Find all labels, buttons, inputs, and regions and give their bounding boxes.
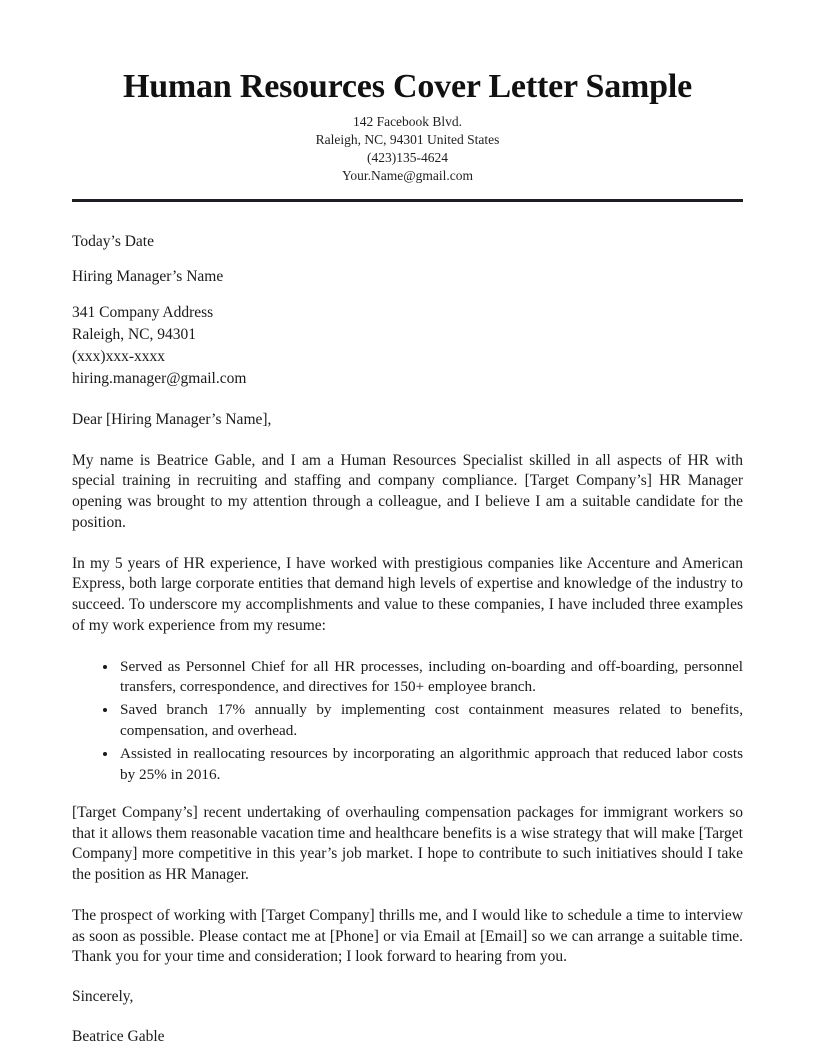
signature-name: Beatrice Gable: [72, 1028, 165, 1046]
page-title: Human Resources Cover Letter Sample: [122, 68, 693, 105]
list-item: Saved branch 17% annually by implementing cost containment measures related to benefits, compensation, and overhead.: [120, 700, 743, 741]
letterhead: [72, 0, 743, 185]
recipient-city-state-zip: Raleigh, NC, 94301: [72, 326, 196, 344]
recipient-email: hiring.manager@gmail.com: [72, 369, 247, 387]
salutation: Dear [Hiring Manager’s Name],: [72, 410, 272, 428]
recipient-street: 341 Company Address: [72, 304, 214, 322]
recipient-address-group: [72, 303, 743, 388]
recipient-block: [72, 232, 743, 389]
body-paragraph-2: In my 5 years of HR experience, I have worked with prestigious companies like Accenture and American Express, both large corporate entities that demand high levels of expertise and knowledge of the industry to succeed. To underscore my accomplishments and value to these companies, I have included three examples of my work experience from my resume:: [72, 554, 743, 634]
achievements-list: [72, 657, 743, 785]
body-paragraph-3: [Target Company’s] recent undertaking of overhauling compensation packages for immigrant workers so that it allows them reasonable vacation time and healthcare benefits is a wise strategy that will make [Target Company] more competitive in this year’s job market. I hope to contribute to such initiatives should I take the position as HR Manager.: [72, 803, 743, 884]
body-paragraph-1: My name is Beatrice Gable, and I am a Human Resources Specialist skilled in all aspects of HR with special training in recruiting and staffing and company compliance. [Target Company’s] HR Manager opening was brought to my attention through a colleague, and I believe I am a suitable candidate for the position.: [72, 451, 743, 531]
list-item: Served as Personnel Chief for all HR processes, including on-boarding and off-boarding, personnel transfers, correspondence, and directives for 150+ employee branch.: [120, 657, 743, 698]
list-item: Assisted in reallocating resources by incorporating an algorithmic approach that reduced labor costs by 25% in 2016.: [120, 744, 743, 785]
letter-date: Today’s Date: [72, 232, 154, 250]
recipient-name: Hiring Manager’s Name: [72, 268, 224, 286]
body-paragraph-4: The prospect of working with [Target Company] thrills me, and I would like to schedule a time to interview as soon as possible. Please contact me at [Phone] or via Email at [Email] so we can arrange a suitable time. Thank you for your time and consideration; I look forward to hearing from you.: [72, 906, 743, 966]
closing-salutation: Sincerely,: [72, 988, 134, 1006]
letterhead-city-state-zip: Raleigh, NC, 94301 United States: [315, 132, 500, 148]
letterhead-email: Your.Name@gmail.com: [341, 167, 474, 183]
letterhead-street: 142 Facebook Blvd.: [352, 114, 463, 130]
letterhead-phone: (423)135-4624: [367, 150, 448, 166]
letter-body: [72, 202, 743, 1047]
recipient-phone: (xxx)xxx-xxxx: [72, 347, 165, 365]
